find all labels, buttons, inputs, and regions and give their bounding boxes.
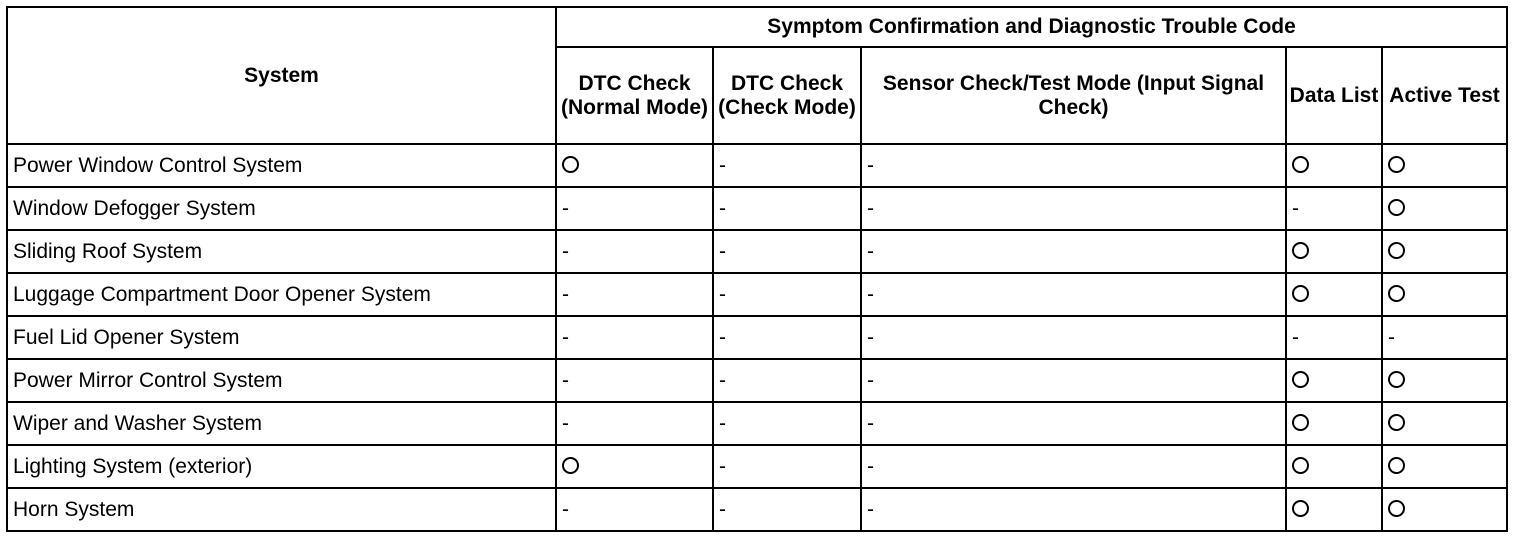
table-row xyxy=(7,316,1507,359)
supported-mark-icon xyxy=(1388,371,1405,388)
system-name-cell: Sliding Roof System xyxy=(7,230,556,273)
supported-mark-icon xyxy=(1388,414,1405,431)
not-supported-dash: - xyxy=(719,497,726,521)
not-supported-dash: - xyxy=(867,368,874,392)
dtc-check-check-mode-cell xyxy=(713,445,861,488)
sensor-check-cell xyxy=(861,316,1286,359)
table-row xyxy=(7,359,1507,402)
not-supported-dash: - xyxy=(867,325,874,349)
sensor-check-cell xyxy=(861,359,1286,402)
dtc-check-normal-header: DTC Check (Normal Mode) xyxy=(556,47,713,144)
supported-mark-icon xyxy=(1388,242,1405,259)
table-row xyxy=(7,187,1507,230)
supported-mark-icon xyxy=(1292,414,1309,431)
sensor-check-cell xyxy=(861,144,1286,187)
not-supported-dash: - xyxy=(867,411,874,435)
supported-mark-icon xyxy=(1388,285,1405,302)
not-supported-dash: - xyxy=(562,497,569,521)
supported-mark-icon xyxy=(1292,500,1309,517)
not-supported-dash: - xyxy=(562,411,569,435)
not-supported-dash: - xyxy=(867,497,874,521)
symptom-confirmation-group-header: Symptom Confirmation and Diagnostic Trouble Code xyxy=(556,7,1507,47)
active-test-cell xyxy=(1382,402,1507,445)
active-test-cell xyxy=(1382,316,1507,359)
dtc-check-normal-cell xyxy=(556,316,713,359)
dtc-check-normal-cell xyxy=(556,402,713,445)
data-list-cell xyxy=(1286,359,1382,402)
dtc-check-check-mode-cell xyxy=(713,316,861,359)
data-list-cell xyxy=(1286,316,1382,359)
supported-mark-icon xyxy=(1292,371,1309,388)
not-supported-dash: - xyxy=(867,153,874,177)
data-list-cell xyxy=(1286,144,1382,187)
table-row xyxy=(7,445,1507,488)
not-supported-dash: - xyxy=(719,368,726,392)
data-list-cell xyxy=(1286,187,1382,230)
supported-mark-icon xyxy=(1292,285,1309,302)
supported-mark-icon xyxy=(1388,199,1405,216)
not-supported-dash: - xyxy=(719,282,726,306)
supported-mark-icon xyxy=(562,457,579,474)
not-supported-dash: - xyxy=(719,239,726,263)
active-test-header: Active Test xyxy=(1382,47,1507,144)
not-supported-dash: - xyxy=(719,454,726,478)
supported-mark-icon xyxy=(1388,500,1405,517)
dtc-check-check-mode-cell xyxy=(713,359,861,402)
dtc-check-normal-cell xyxy=(556,488,713,531)
system-name-cell: Wiper and Washer System xyxy=(7,402,556,445)
data-list-cell xyxy=(1286,273,1382,316)
not-supported-dash: - xyxy=(1388,325,1395,349)
not-supported-dash: - xyxy=(719,411,726,435)
dtc-check-check-mode-cell xyxy=(713,488,861,531)
system-name-cell: Lighting System (exterior) xyxy=(7,445,556,488)
data-list-cell xyxy=(1286,402,1382,445)
system-name-cell: Power Mirror Control System xyxy=(7,359,556,402)
table-row xyxy=(7,402,1507,445)
header-row-group xyxy=(7,7,1507,47)
active-test-cell xyxy=(1382,273,1507,316)
supported-mark-icon xyxy=(1388,156,1405,173)
table-row xyxy=(7,273,1507,316)
dtc-check-normal-cell xyxy=(556,144,713,187)
data-list-cell xyxy=(1286,230,1382,273)
not-supported-dash: - xyxy=(562,196,569,220)
supported-mark-icon xyxy=(562,156,579,173)
not-supported-dash: - xyxy=(562,325,569,349)
data-list-cell xyxy=(1286,445,1382,488)
sensor-check-cell xyxy=(861,445,1286,488)
active-test-cell xyxy=(1382,144,1507,187)
dtc-check-normal-cell xyxy=(556,187,713,230)
diagnostic-function-table xyxy=(6,6,1508,532)
supported-mark-icon xyxy=(1292,242,1309,259)
not-supported-dash: - xyxy=(562,282,569,306)
not-supported-dash: - xyxy=(1292,325,1299,349)
sensor-check-header: Sensor Check/Test Mode (Input Signal Check) xyxy=(861,47,1286,144)
not-supported-dash: - xyxy=(562,368,569,392)
table-row xyxy=(7,230,1507,273)
not-supported-dash: - xyxy=(1292,196,1299,220)
dtc-check-normal-cell xyxy=(556,445,713,488)
sensor-check-cell xyxy=(861,402,1286,445)
not-supported-dash: - xyxy=(562,239,569,263)
dtc-check-check-mode-cell xyxy=(713,402,861,445)
sensor-check-cell xyxy=(861,273,1286,316)
data-list-header: Data List xyxy=(1286,47,1382,144)
dtc-check-check-mode-cell xyxy=(713,187,861,230)
supported-mark-icon xyxy=(1388,457,1405,474)
dtc-check-check-mode-cell xyxy=(713,230,861,273)
sensor-check-cell xyxy=(861,230,1286,273)
table-body xyxy=(7,144,1507,531)
active-test-cell xyxy=(1382,359,1507,402)
system-name-cell: Fuel Lid Opener System xyxy=(7,316,556,359)
table-row xyxy=(7,144,1507,187)
sensor-check-cell xyxy=(861,187,1286,230)
dtc-check-normal-cell xyxy=(556,359,713,402)
dtc-check-check-mode-cell xyxy=(713,144,861,187)
not-supported-dash: - xyxy=(867,454,874,478)
system-name-cell: Horn System xyxy=(7,488,556,531)
dtc-check-check-mode-header: DTC Check (Check Mode) xyxy=(713,47,861,144)
not-supported-dash: - xyxy=(719,196,726,220)
active-test-cell xyxy=(1382,230,1507,273)
table-row xyxy=(7,488,1507,531)
active-test-cell xyxy=(1382,488,1507,531)
not-supported-dash: - xyxy=(867,282,874,306)
sensor-check-cell xyxy=(861,488,1286,531)
not-supported-dash: - xyxy=(867,196,874,220)
supported-mark-icon xyxy=(1292,156,1309,173)
system-name-cell: Luggage Compartment Door Opener System xyxy=(7,273,556,316)
dtc-check-normal-cell xyxy=(556,230,713,273)
system-name-cell: Window Defogger System xyxy=(7,187,556,230)
system-name-cell: Power Window Control System xyxy=(7,144,556,187)
dtc-check-normal-cell xyxy=(556,273,713,316)
system-column-header: System xyxy=(7,7,556,144)
supported-mark-icon xyxy=(1292,457,1309,474)
active-test-cell xyxy=(1382,187,1507,230)
not-supported-dash: - xyxy=(867,239,874,263)
data-list-cell xyxy=(1286,488,1382,531)
active-test-cell xyxy=(1382,445,1507,488)
not-supported-dash: - xyxy=(719,153,726,177)
dtc-check-check-mode-cell xyxy=(713,273,861,316)
not-supported-dash: - xyxy=(719,325,726,349)
